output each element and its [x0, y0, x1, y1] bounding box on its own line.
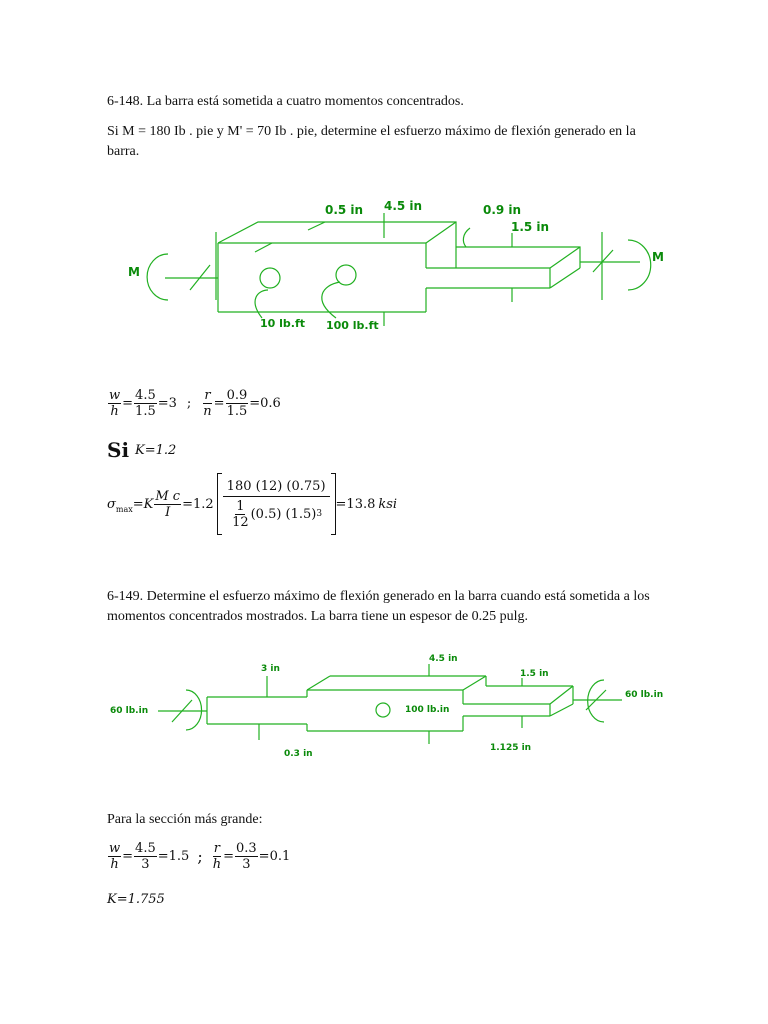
equation-ratios-148: $\frac{w}{h}$ = $\frac{4.5}{1.5}$ =3 ; $\frac{r}{n}$ = $\frac{0.9}{1.5}$ =0.6: [109, 388, 281, 419]
label-moment-right: M: [652, 250, 664, 264]
problem-148-statement: Si M = 180 Ib . pie y M' = 70 Ib . pie, determine el esfuerzo máximo de flexión generado en la barra.: [107, 124, 636, 159]
label-4-5-in-149: 4.5 in: [429, 654, 458, 664]
label-moment-left: M: [128, 265, 140, 279]
label-4-5-in: 4.5 in: [384, 199, 423, 213]
label-3-in: 3 in: [261, 664, 280, 674]
label-60-lbin-right: 60 lb.in: [625, 690, 664, 700]
equation-ratios-149: $\frac{w}{h}$ = $\frac{4.5}{3}$ =1.5 ; $\frac{r}{h}$ = $\frac{0.3}{3}$ =0.1: [109, 841, 291, 872]
label-1-5-in: 1.5 in: [511, 220, 550, 234]
label-10-lbft: 10 lb.ft: [260, 317, 306, 330]
label-100-lbin: 100 lb.in: [405, 705, 450, 715]
label-1-5-in-149: 1.5 in: [520, 669, 549, 679]
label-60-lbin-left: 60 lb.in: [110, 706, 149, 716]
sigma-max-equation: σ max =K $\frac{\text{M c}}{I}$ =1.2 180 (12) (0.75) $\frac{1}{12}$ (0.5) (1.5) 3 =13.8 ksi: [107, 473, 397, 535]
k-value-149: K=1.755: [107, 892, 165, 907]
label-0-9-in: 0.9 in: [483, 203, 522, 217]
section-larger-text: Para la sección más grande:: [107, 812, 263, 827]
label-100-lbft: 100 lb.ft: [326, 319, 379, 332]
problem-149-title: 6-149. Determine el esfuerzo máximo de flexión generado en la barra cuando está sometida a los momentos concentrados mostrados. La barra tiene un espesor de 0.25 pulg.: [107, 589, 650, 624]
problem-148-title: 6-148. La barra está sometida a cuatro momentos concentrados.: [107, 94, 464, 109]
label-0-5-in: 0.5 in: [325, 203, 364, 217]
label-1-125-in: 1.125 in: [490, 743, 532, 753]
si-k-line: Si K=1.2: [107, 438, 177, 462]
label-0-3-in: 0.3 in: [284, 749, 313, 759]
